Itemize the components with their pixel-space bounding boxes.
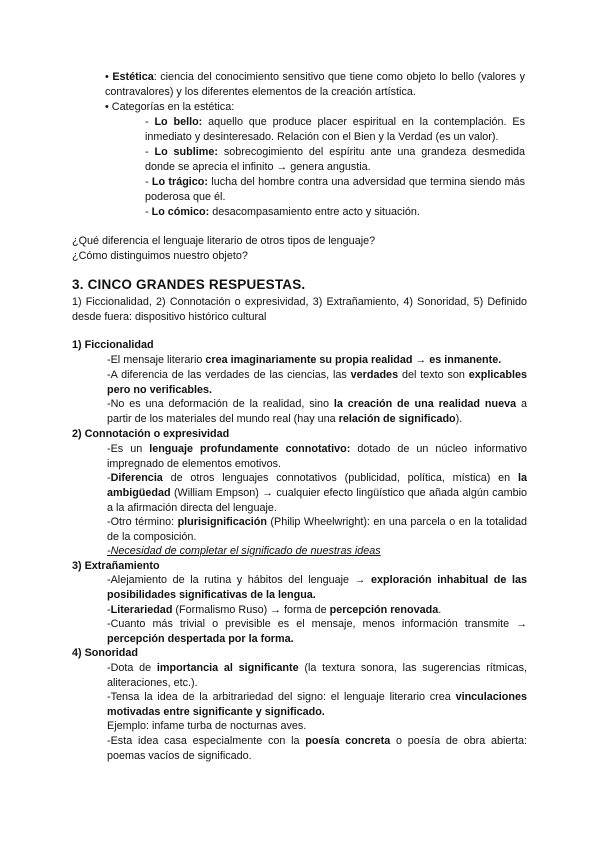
s3-p1: -Alejamiento de la rutina y hábitos del lenguaje → exploración inhabitual de las posibilidades significativas de la lengua.	[107, 574, 527, 601]
s4-p2: -Tensa la idea de la arbitrariedad del signo: el lenguaje literario crea vinculaciones motivadas entre significante y significado.	[107, 691, 527, 718]
s2-p3: -Otro término: plurisignificación (Philip Wheelwright): en una parcela o en la totalidad de la composición.	[107, 516, 527, 543]
cat-bello: - Lo bello: aquello que produce placer espiritual en la contemplación. Es inmediato y desinteresado. Relación con el Bien y la Verdad (es un valor).	[145, 116, 525, 143]
cat-tragico: - Lo trágico: lucha del hombre contra una adversidad que termina siendo más poderosa que él.	[145, 176, 525, 203]
bullet-categorias: • Categorías en la estética:	[105, 101, 235, 113]
s4-p4: -Esta idea casa especialmente con la poesía concreta o poesía de obra abierta: poemas vacíos de significado.	[107, 735, 527, 762]
cat-comico: - Lo cómico: desacompasamiento entre acto y situación.	[145, 206, 420, 218]
s3-title: 3) Extrañamiento	[72, 560, 160, 572]
s3-p3: -Cuanto más trivial o previsible es el mensaje, menos información transmite → percepción despertada por la forma.	[107, 618, 527, 645]
s1-p3: -No es una deformación de la realidad, sino la creación de una realidad nueva a partir de los materiales del mundo real (hay una relación de significado).	[107, 398, 527, 425]
section-3-title: 3. CINCO GRANDES RESPUESTAS.	[72, 277, 306, 292]
s4-p3: Ejemplo: infame turba de nocturnas aves.	[107, 720, 307, 732]
s3-p2: -Literariedad (Formalismo Ruso) → forma de percepción renovada.	[107, 604, 442, 616]
s1-p1: -El mensaje literario crea imaginariamente su propia realidad → es inmanente.	[107, 354, 502, 366]
s4-title: 4) Sonoridad	[72, 647, 138, 659]
question-1: ¿Qué diferencia el lenguaje literario de otros tipos de lenguaje?	[72, 235, 376, 247]
s4-p1: -Dota de importancia al significante (la textura sonora, las sugerencias rítmicas, aliteraciones, etc.).	[107, 662, 527, 689]
cat-sublime: - Lo sublime: sobrecogimiento del espíritu ante una grandeza desmedida donde se aprecia el infinito → genera angustia.	[145, 146, 525, 173]
s2-title: 2) Connotación o expresividad	[72, 428, 230, 440]
s2-p4: -Necesidad de completar el significado de nuestras ideas	[107, 545, 381, 557]
bullet-estetica: • Estética: ciencia del conocimiento sensitivo que tiene como objeto lo bello (valores y contravalores) y los diferentes elementos de la creación artística.	[105, 71, 525, 98]
s2-p2: -Diferencia de otros lenguajes connotativos (publicidad, política, mística) en la ambigüedad (William Empson) → cualquier efecto lingüístico que añada algún cambio a la afirmación directa del lenguaje.	[107, 472, 527, 514]
question-2: ¿Cómo distinguimos nuestro objeto?	[72, 250, 248, 262]
s1-title: 1) Ficcionalidad	[72, 339, 154, 351]
section-3-intro: 1) Ficcionalidad, 2) Connotación o expresividad, 3) Extrañamiento, 4) Sonoridad, 5) Definido desde fuera: dispositivo histórico cultural	[72, 296, 527, 323]
s2-p1: -Es un lenguaje profundamente connotativo: dotado de un núcleo informativo impregnado de elementos emotivos.	[107, 443, 527, 470]
s1-p2: -A diferencia de las verdades de las ciencias, las verdades del texto son explicables pero no verificables.	[107, 369, 527, 396]
